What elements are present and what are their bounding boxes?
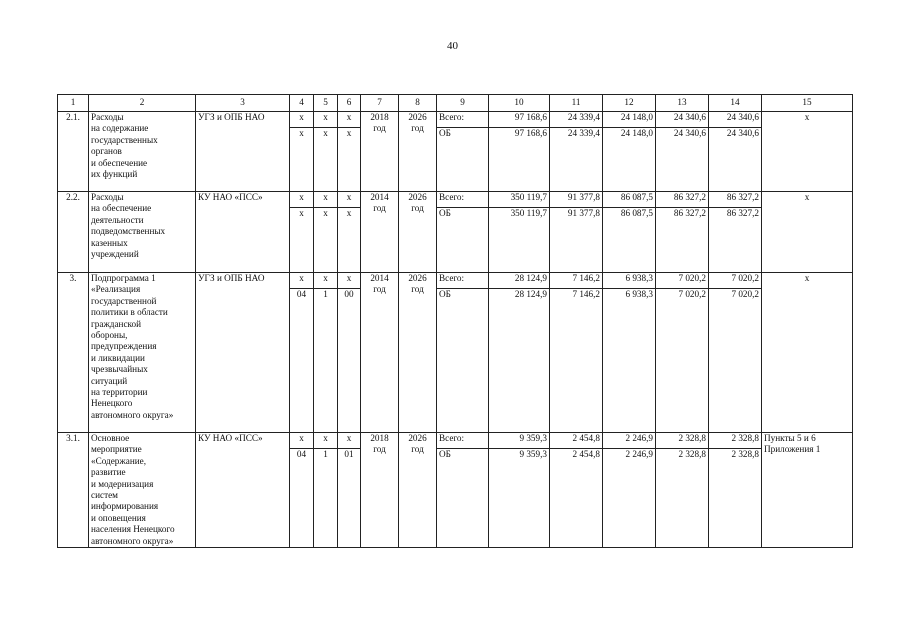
amount-total: 7 146,2 <box>550 273 603 289</box>
row-executor: УГЗ и ОПБ НАО <box>196 112 290 192</box>
header-cell-2: 2 <box>89 95 196 112</box>
end-year: 2026 год <box>399 433 437 548</box>
amount-ob: 91 377,8 <box>550 208 603 273</box>
header-cell-11: 11 <box>550 95 603 112</box>
row-note: х <box>762 273 853 433</box>
code-cell: х <box>290 433 314 449</box>
header-cell-1: 1 <box>58 95 89 112</box>
code-cell: х <box>314 112 338 128</box>
amount-total: 91 377,8 <box>550 192 603 208</box>
header-cell-4: 4 <box>290 95 314 112</box>
amount-total: 24 148,0 <box>603 112 656 128</box>
code-cell: х <box>338 273 361 289</box>
row-name: Расходы на обеспечение деятельности подведомственных казенных учреждений <box>89 192 196 273</box>
row-note: х <box>762 192 853 273</box>
table-row <box>58 273 853 289</box>
code-cell: 04 <box>290 449 314 548</box>
funding-ob-label: ОБ <box>437 449 489 548</box>
header-cell-14: 14 <box>709 95 762 112</box>
amount-total: 2 246,9 <box>603 433 656 449</box>
header-cell-6: 6 <box>338 95 361 112</box>
table-row <box>58 112 853 128</box>
page-number: 40 <box>447 40 458 52</box>
amount-ob: 2 246,9 <box>603 449 656 548</box>
amount-total: 2 454,8 <box>550 433 603 449</box>
header-row <box>58 95 853 112</box>
code-cell: х <box>290 208 314 273</box>
table-row <box>58 192 853 208</box>
code-cell: 1 <box>314 449 338 548</box>
code-cell: х <box>338 128 361 192</box>
amount-ob: 86 327,2 <box>656 208 709 273</box>
funding-total-label: Всего: <box>437 192 489 208</box>
amount-total: 350 119,7 <box>489 192 550 208</box>
row-number: 3. <box>58 273 89 433</box>
code-cell: 00 <box>338 289 361 433</box>
amount-total: 86 327,2 <box>656 192 709 208</box>
header-cell-3: 3 <box>196 95 290 112</box>
code-cell: х <box>290 192 314 208</box>
row-number: 3.1. <box>58 433 89 548</box>
header-cell-7: 7 <box>361 95 399 112</box>
start-year: 2018 год <box>361 112 399 192</box>
amount-ob: 28 124,9 <box>489 289 550 433</box>
amount-ob: 350 119,7 <box>489 208 550 273</box>
amount-ob: 2 454,8 <box>550 449 603 548</box>
program-table <box>57 94 853 548</box>
amount-ob: 7 020,2 <box>709 289 762 433</box>
header-cell-13: 13 <box>656 95 709 112</box>
amount-ob: 7 146,2 <box>550 289 603 433</box>
code-cell: х <box>290 112 314 128</box>
header-cell-15: 15 <box>762 95 853 112</box>
row-name: Подпрограмма 1 «Реализация государственной политики в области гражданской обороны, предупреждения и ликвидации чрезвычайных ситуаций на территории Ненецкого автономного округа» <box>89 273 196 433</box>
row-number: 2.2. <box>58 192 89 273</box>
table-row <box>58 433 853 449</box>
amount-total: 24 340,6 <box>709 112 762 128</box>
amount-total: 7 020,2 <box>709 273 762 289</box>
amount-ob: 24 148,0 <box>603 128 656 192</box>
amount-total: 9 359,3 <box>489 433 550 449</box>
row-note: Пункты 5 и 6 Приложения 1 <box>762 433 853 548</box>
amount-ob: 24 339,4 <box>550 128 603 192</box>
amount-ob: 24 340,6 <box>709 128 762 192</box>
code-cell: х <box>338 112 361 128</box>
code-cell: х <box>338 192 361 208</box>
header-cell-10: 10 <box>489 95 550 112</box>
header-cell-12: 12 <box>603 95 656 112</box>
code-cell: 01 <box>338 449 361 548</box>
header-cell-9: 9 <box>437 95 489 112</box>
amount-total: 7 020,2 <box>656 273 709 289</box>
funding-ob-label: ОБ <box>437 289 489 433</box>
code-cell: х <box>314 273 338 289</box>
amount-total: 2 328,8 <box>709 433 762 449</box>
code-cell: х <box>314 433 338 449</box>
funding-total-label: Всего: <box>437 433 489 449</box>
amount-total: 24 340,6 <box>656 112 709 128</box>
funding-ob-label: ОБ <box>437 208 489 273</box>
amount-ob: 9 359,3 <box>489 449 550 548</box>
code-cell: х <box>290 128 314 192</box>
amount-total: 24 339,4 <box>550 112 603 128</box>
amount-ob: 7 020,2 <box>656 289 709 433</box>
code-cell: 04 <box>290 289 314 433</box>
code-cell: х <box>290 273 314 289</box>
amount-total: 28 124,9 <box>489 273 550 289</box>
code-cell: х <box>314 208 338 273</box>
end-year: 2026 год <box>399 273 437 433</box>
amount-total: 86 327,2 <box>709 192 762 208</box>
amount-total: 6 938,3 <box>603 273 656 289</box>
row-executor: КУ НАО «ПСС» <box>196 192 290 273</box>
amount-ob: 2 328,8 <box>709 449 762 548</box>
table-body <box>58 95 853 548</box>
row-number: 2.1. <box>58 112 89 192</box>
amount-ob: 97 168,6 <box>489 128 550 192</box>
amount-total: 97 168,6 <box>489 112 550 128</box>
start-year: 2014 год <box>361 192 399 273</box>
funding-total-label: Всего: <box>437 112 489 128</box>
code-cell: х <box>314 192 338 208</box>
row-note: х <box>762 112 853 192</box>
code-cell: х <box>338 433 361 449</box>
header-cell-5: 5 <box>314 95 338 112</box>
amount-total: 2 328,8 <box>656 433 709 449</box>
end-year: 2026 год <box>399 192 437 273</box>
header-cell-8: 8 <box>399 95 437 112</box>
amount-ob: 24 340,6 <box>656 128 709 192</box>
amount-ob: 6 938,3 <box>603 289 656 433</box>
start-year: 2014 год <box>361 273 399 433</box>
row-name: Основное мероприятие «Содержание, развитие и модернизация систем информирования и оповещения населения Ненецкого автономного округа» <box>89 433 196 548</box>
code-cell: х <box>338 208 361 273</box>
funding-total-label: Всего: <box>437 273 489 289</box>
start-year: 2018 год <box>361 433 399 548</box>
amount-ob: 86 087,5 <box>603 208 656 273</box>
code-cell: х <box>314 128 338 192</box>
row-executor: УГЗ и ОПБ НАО <box>196 273 290 433</box>
funding-ob-label: ОБ <box>437 128 489 192</box>
amount-ob: 2 328,8 <box>656 449 709 548</box>
code-cell: 1 <box>314 289 338 433</box>
amount-total: 86 087,5 <box>603 192 656 208</box>
row-name: Расходы на содержание государственных органов и обеспечение их функций <box>89 112 196 192</box>
row-executor: КУ НАО «ПСС» <box>196 433 290 548</box>
amount-ob: 86 327,2 <box>709 208 762 273</box>
end-year: 2026 год <box>399 112 437 192</box>
